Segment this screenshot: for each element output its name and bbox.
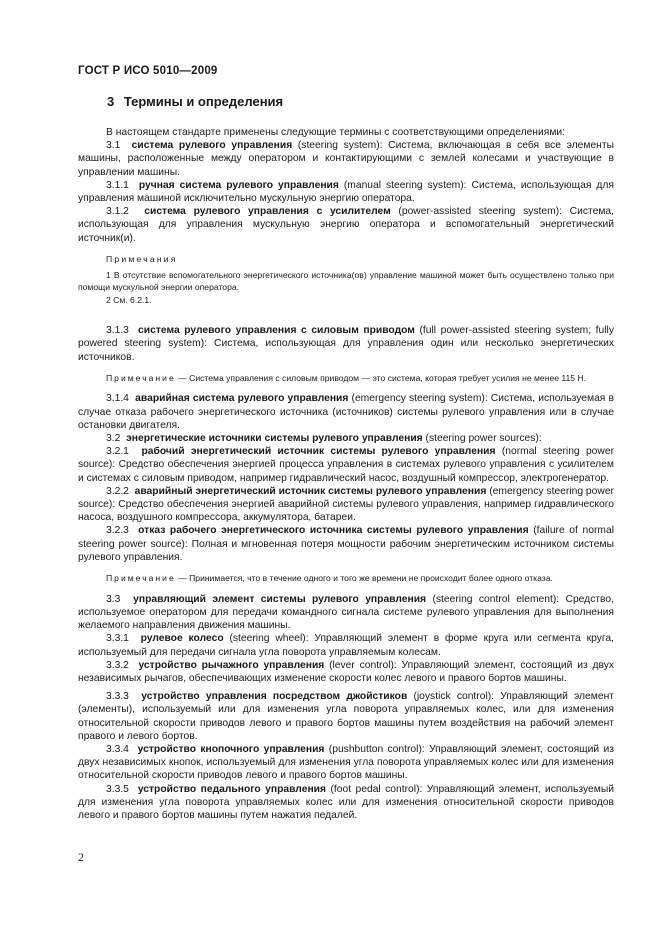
term-3-3-1: 3.3.1 рулевое колесо (steering wheel): Управляющий элемент в форме круга или сегмента круга, используемый для передачи сигнала угла поворота управляемым колесам. bbox=[78, 633, 614, 658]
note-3-2-3: Примечание — Принимается, что в течение одного и того же времени не происходит более одного отказа. bbox=[106, 573, 553, 584]
term-name: система рулевого управления с усилителем bbox=[144, 206, 391, 218]
term-name: устройство рычажного управления bbox=[138, 659, 325, 671]
document-body bbox=[78, 126, 614, 822]
term-3-2: 3.2 энергетические источники системы рулевого управления (steering power sources): bbox=[106, 433, 542, 445]
term-3-3-5: 3.3.5 устройство педального управления (foot pedal control): Управляющий элемент, используемый для изменения угла поворота управляемых колес или для изменения относительной скорости приводов левого и правого бортов машины путем нажатия педалей. bbox=[78, 783, 614, 821]
term-name: рулевое колесо bbox=[140, 633, 224, 645]
note-item: 1 В отсутствие вспомогательного энергетического источника(ов) управление машиной может быть осуществлено только при помощи мускульной энергии оператора. bbox=[78, 270, 614, 293]
term-name: система рулевого управления с силовым приводом bbox=[138, 325, 415, 337]
term-3-2-1: 3.2.1 рабочий энергетический источник системы рулевого управления (normal steering power source): Средство обеспечения энергией процесса управления в системах рулевого управления с усилителем и системах с силовым приводом, например гидравлический насос, воздушный компрессор, электрогенератор. bbox=[78, 446, 614, 484]
term-name: энергетические источники системы рулевого управления bbox=[126, 433, 423, 445]
term-3-1-1: 3.1.1 ручная система рулевого управления (manual steering system): Система, использующая для управления машиной исключительно мускульную энергию оператора. bbox=[78, 179, 614, 205]
standard-header: ГОСТ Р ИСО 5010—2009 bbox=[78, 65, 218, 77]
term-3-1-2: 3.1.2 система рулевого управления с усилителем (power-assisted steering system): Система, использующая для управления мускульную энергию оператора и вспомогательный энергетический источник(и). bbox=[78, 206, 614, 244]
term-3-1-4: 3.1.4 аварийная система рулевого управления (emergency steering system): Система, используемая в случае отказа рабочего энергетического источника (источников) системы рулевого управления или в случае остановки двигателя. bbox=[78, 393, 614, 431]
term-3-3-4: 3.3.4 устройство кнопочного управления (pushbutton control): Управляющий элемент, состоящий из двух независимых кнопок, используемый для изменения угла поворота управляемых колес или для изменения относительной скорости приводов левого и правого бортов машины. bbox=[78, 743, 614, 782]
term-3-1-3: 3.1.3 система рулевого управления с силовым приводом (full power-assisted steering system; fully powered steering system): Система, использующая для управления один или несколько энергетических источников. bbox=[78, 325, 614, 363]
term-name: устройство педального управления bbox=[137, 783, 326, 795]
notes-heading: Примечания bbox=[106, 253, 178, 264]
section-title: Термины и определения bbox=[123, 94, 284, 109]
term-name: аварийная система рулевого управления bbox=[135, 393, 349, 405]
term-3-2-3: 3.2.3 отказ рабочего энергетического источника системы рулевого управления (failure of normal steering power source): Полная и мгновенная потеря мощности рабочим энергетическим источником системы рулевого управления. bbox=[78, 525, 614, 563]
term-name: система рулевого управления bbox=[131, 140, 293, 152]
term-3-1: 3.1 система рулевого управления (steering system): Система, включающая в себя все элементы машины, расположенные между оператором и контактирующими с землей колесами и участвующие в управлении машины. bbox=[78, 140, 614, 178]
section-heading bbox=[107, 94, 283, 109]
term-3-3: 3.3 управляющий элемент системы рулевого управления (steering control element): Средство, используемое оператором для передачи командного сигнала системе рулевого управления для выполнения желаемого направления движения машины. bbox=[78, 593, 614, 632]
term-name: рабочий энергетический источник системы рулевого управления bbox=[141, 446, 496, 458]
term-name: отказ рабочего энергетического источника системы рулевого управления bbox=[138, 525, 529, 537]
intro-paragraph: В настоящем стандарте применены следующие термины с соответствующими определениями: bbox=[106, 127, 566, 138]
term-3-3-2: 3.3.2 устройство рычажного управления (lever control): Управляющий элемент, состоящий из двух независимых рычагов, обеспечивающих изменение скорости колес левого и правого бортов машины. bbox=[78, 659, 614, 684]
term-3-3-3: 3.3.3 устройство управления посредством джойстиков (joystick control): Управляющий элемент (элементы), используемый или для изменения угла поворота управляемых колес, или для изменения относительной скорости приводов левого и правого бортов машины путем воздействия на рабочий элемент правого и левого бортов. bbox=[78, 691, 614, 742]
term-name: управляющий элемент системы рулевого управления bbox=[133, 593, 427, 605]
term-name: аварийный энергетический источник системы рулевого управления bbox=[134, 485, 487, 497]
section-number: 3 bbox=[107, 94, 115, 109]
page-number: 2 bbox=[78, 850, 84, 864]
term-name: устройство кнопочного управления bbox=[137, 743, 325, 755]
term-name: устройство управления посредством джойстиков bbox=[141, 691, 408, 703]
term-name: ручная система рулевого управления bbox=[138, 179, 339, 191]
note-item: 2 См. 6.2.1. bbox=[106, 294, 152, 305]
note-3-1-3: Примечание — Система управления с силовым приводом — это система, которая требует усилия не менее 115 Н. bbox=[106, 372, 587, 383]
term-3-2-2: 3.2.2 аварийный энергетический источник системы рулевого управления (emergency steering power source): Средство обеспечения энергией аварийной системы рулевого управления, например гидравлического насоса, воздушного компрессора, аккумулятора, батареи. bbox=[78, 485, 614, 524]
